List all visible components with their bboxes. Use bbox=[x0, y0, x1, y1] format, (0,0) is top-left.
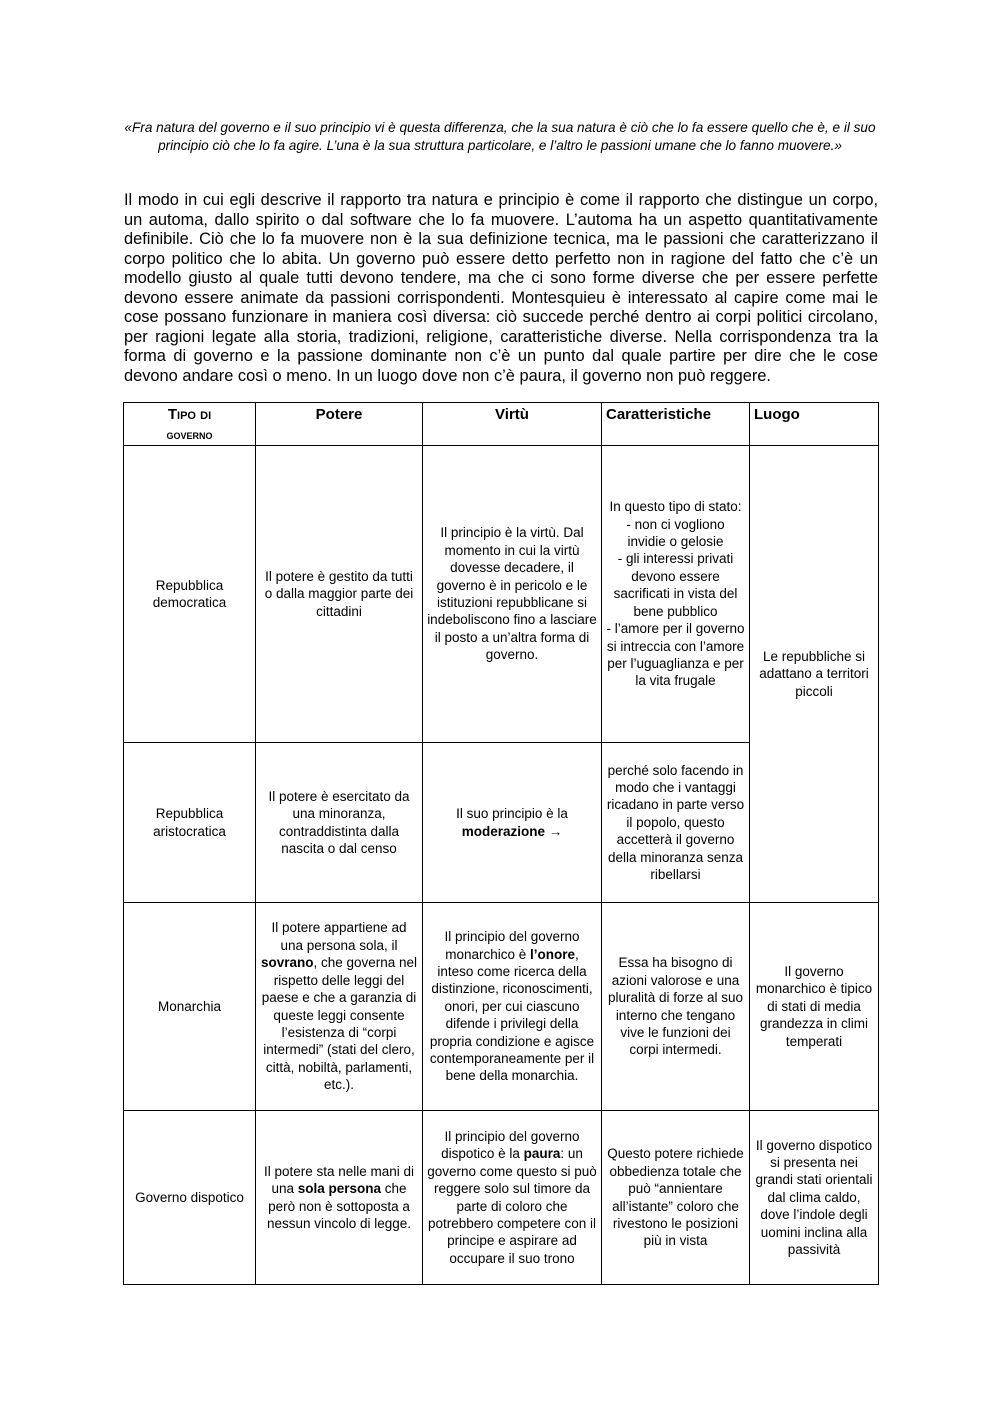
quote: «Fra natura del governo e il suo principio vi è questa differenza, che la sua natura è ciò che lo fa essere quello che è, e il suo principio ciò che lo fa agire. L’una è la sua struttura particolare, e l’altro le passioni umane che lo fanno muovere.» bbox=[124, 120, 876, 153]
virtu-monarchia-bold: l’onore bbox=[530, 946, 576, 962]
table-row bbox=[124, 903, 879, 1111]
header-potere: Potere bbox=[256, 403, 423, 446]
cell-virtu-aristocratica bbox=[423, 743, 602, 903]
government-types-table bbox=[123, 402, 879, 1285]
cell-luogo-monarchia: Il governo monarchico è tipico di stati di media grandezza in climi temperati bbox=[750, 903, 879, 1111]
virtu-dispotico-bold: paura bbox=[523, 1146, 561, 1162]
header-tipo-line1: Tipo di bbox=[167, 406, 212, 423]
row-type-aristocratica: Repubblica aristocratica bbox=[124, 743, 256, 903]
cell-caratteristiche-monarchia: Essa ha bisogno di azioni valorose e una pluralità di forze al suo interno che tengano vive le funzioni dei corpi intermedi. bbox=[602, 903, 750, 1111]
cell-caratteristiche-dispotico: Questo potere richiede obbedienza totale che può “annientare all’istante” coloro che rivestono le posizioni più in vista bbox=[602, 1111, 750, 1285]
virtu-dispotico-text-b: : un governo come questo si può reggere solo sul timore da parte di coloro che potrebbero competere con il principe e aspirare ad occupare il suo trono bbox=[427, 1146, 597, 1266]
body-paragraph: Il modo in cui egli descrive il rapporto tra natura e principio è come il rapporto che distingue un corpo, un automa, dallo spirito o dal software che lo fa muovere. L’automa ha un aspetto quantitativamente definibile. Ciò che lo fa muovere non è la sua definizione tecnica, ma le passioni che caratterizzano il corpo politico che lo abita. Un governo può essere detto perfetto non in ragione del fatto che c’è un modello giusto al quale tutti devono tendere, ma che ci sono forme diverse che per essere perfette devono essere animate da passioni corrispondenti. Montesquieu è interessato al capire come mai le cose possano funzionare in maniera così diversa: ciò succede perché dentro ai corpi politici circolano, per ragioni legate alla storia, tradizioni, religione, caratteristiche diverse. Nella corrispondenza tra la forma di governo e la passione dominante non c’è un punto dal quale partire per dire che le cose devono andare così o meno. In un luogo dove non c’è paura, il governo non può reggere. bbox=[124, 191, 878, 385]
virtu-dispotico-text-a: Il principio del governo dispotico è la bbox=[441, 1128, 580, 1162]
cell-potere-aristocratica: Il potere è esercitato da una minoranza, contraddistinta dalla nascita o dal censo bbox=[256, 743, 423, 903]
potere-monarchia-text-a: Il potere appartiene ad una persona sola, il bbox=[271, 920, 407, 953]
header-tipo bbox=[124, 403, 256, 446]
potere-dispotico-bold: sola persona bbox=[297, 1181, 382, 1197]
cell-caratteristiche-democratica: In questo tipo di stato: - non ci vogliono invidie o gelosie - gli interessi privati devono essere sacrificati in vista del bene pubblico - l’amore per il governo si intreccia con l’amore per l’uguaglianza e per la vita frugale bbox=[602, 446, 750, 743]
arrow-right-icon: → bbox=[548, 823, 563, 839]
cell-potere-dispotico bbox=[256, 1111, 423, 1285]
row-type-dispotico: Governo dispotico bbox=[124, 1111, 256, 1285]
potere-dispotico-text-b: che però non è sottoposta a nessun vincolo di legge. bbox=[266, 1181, 412, 1231]
header-luogo: Luogo bbox=[750, 403, 879, 446]
row-type-monarchia: Monarchia bbox=[124, 903, 256, 1111]
virtu-monarchia-text-a: Il principio del governo monarchico è bbox=[444, 929, 580, 962]
table-row bbox=[124, 446, 879, 743]
virtu-monarchia-text-b: , inteso come ricerca della distinzione, riconoscimenti, onori, per cui ciascuno difende i privilegi della propria condizione e agisce contemporaneamente per il bene della monarchia. bbox=[429, 946, 595, 1084]
cell-potere-monarchia bbox=[256, 903, 423, 1111]
cell-potere-democratica: Il potere è gestito da tutti o dalla maggior parte dei cittadini bbox=[256, 446, 423, 743]
cell-caratteristiche-aristocratica: perché solo facendo in modo che i vantaggi ricadano in parte verso il popolo, questo accetterà il governo della minoranza senza ribellarsi bbox=[602, 743, 750, 903]
potere-monarchia-text-b: , che governa nel rispetto delle leggi del paese e che a garanzia di queste leggi consente l’esistenza di “corpi intermedi” (stati del clero, città, nobiltà, parlamenti, etc.). bbox=[261, 955, 418, 1093]
cell-virtu-democratica: Il principio è la virtù. Dal momento in cui la virtù dovesse decadere, il governo è in pericolo e le istituzioni repubblicane si indeboliscono fino a lasciare il posto a un’altra forma di governo. bbox=[423, 446, 602, 743]
cell-luogo-dispotico: Il governo dispotico si presenta nei grandi stati orientali dal clima caldo, dove l’indole degli uomini inclina alla passività bbox=[750, 1111, 879, 1285]
potere-monarchia-bold: sovrano bbox=[260, 955, 314, 971]
cell-luogo-repubbliche: Le repubbliche si adattano a territori piccoli bbox=[750, 446, 879, 903]
virtu-aristocratica-text: Il suo principio è la bbox=[456, 806, 568, 822]
virtu-aristocratica-bold: moderazione bbox=[461, 823, 545, 839]
header-virtu: Virtù bbox=[423, 403, 602, 446]
cell-virtu-dispotico bbox=[423, 1111, 602, 1285]
row-type-democratica: Repubblica democratica bbox=[124, 446, 256, 743]
header-caratteristiche: Caratteristiche bbox=[602, 403, 750, 446]
table-row bbox=[124, 1111, 879, 1285]
header-tipo-line2: governo bbox=[166, 427, 213, 442]
table-header-row bbox=[124, 403, 879, 446]
cell-virtu-monarchia bbox=[423, 903, 602, 1111]
potere-dispotico-text-a: Il potere sta nelle mani di una bbox=[263, 1163, 415, 1197]
